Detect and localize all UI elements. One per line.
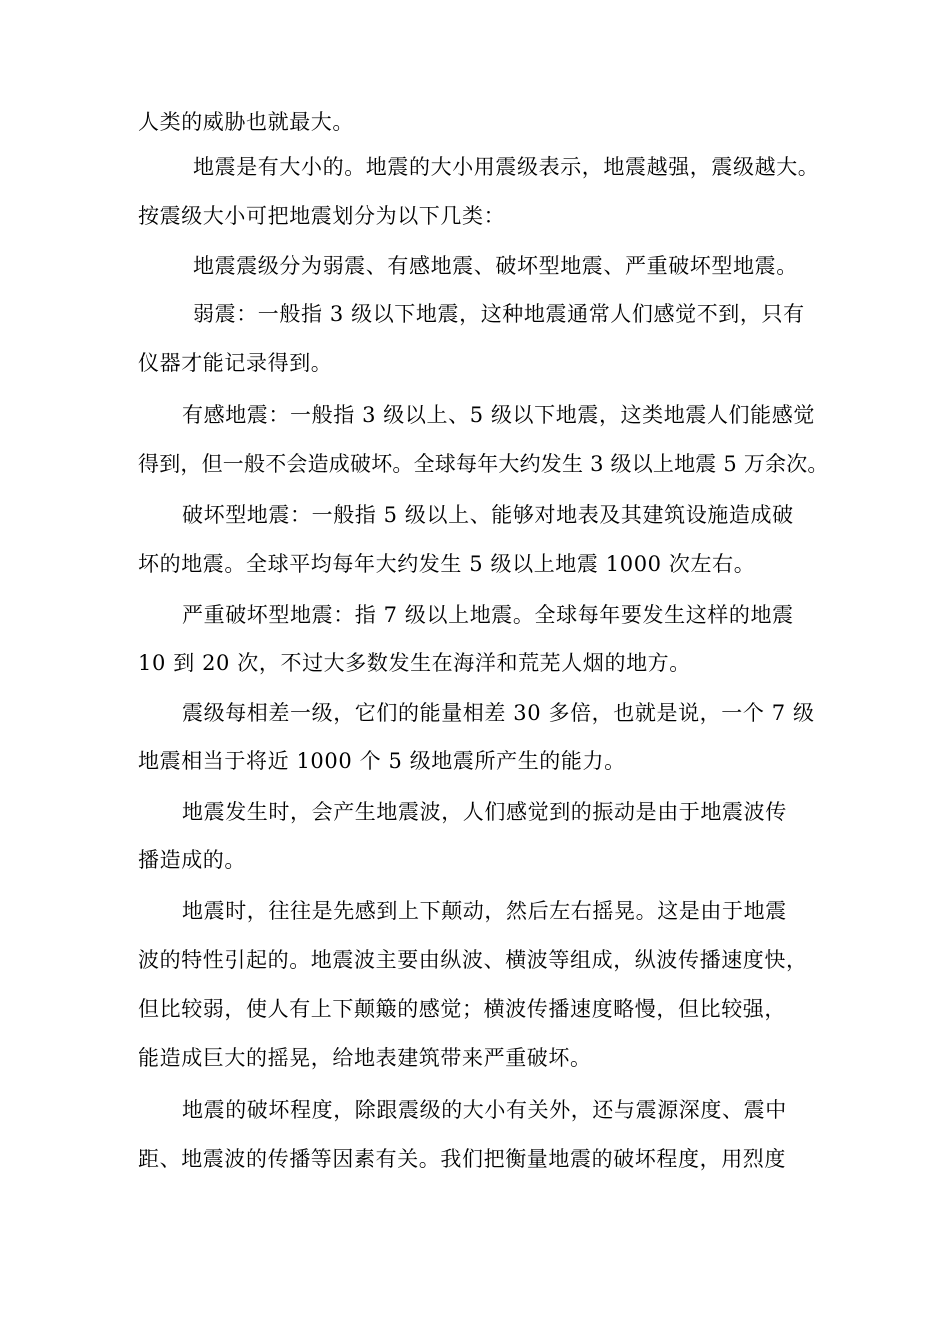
text-line: 地震的破坏程度，除跟震级的大小有关外，还与震源深度、震中 bbox=[182, 1098, 787, 1122]
text-line: 但比较弱，使人有上下颠簸的感觉；横波传播速度略慢，但比较强， bbox=[138, 997, 786, 1021]
text-line: 震级每相差一级，它们的能量相差 30 多倍，也就是说，一个 7 级 bbox=[182, 701, 815, 725]
text-line: 仪器才能记录得到。 bbox=[138, 351, 333, 375]
text-line: 坏的地震。全球平均每年大约发生 5 级以上地震 1000 次左右。 bbox=[138, 552, 756, 576]
text-line: 按震级大小可把地震划分为以下几类： bbox=[138, 204, 506, 228]
text-line: 播造成的。 bbox=[138, 848, 246, 872]
text-line: 10 到 20 次，不过大多数发生在海洋和荒芜人烟的地方。 bbox=[138, 651, 691, 675]
text-line: 地震震级分为弱震、有感地震、破坏型地震、严重破坏型地震。 bbox=[193, 254, 798, 278]
text-line: 有感地震：一般指 3 级以上、5 级以下地震，这类地震人们能感觉 bbox=[182, 403, 815, 427]
text-line: 能造成巨大的摇晃，给地表建筑带来严重破坏。 bbox=[138, 1046, 592, 1070]
text-line: 地震时，往往是先感到上下颠动，然后左右摇晃。这是由于地震 bbox=[182, 899, 787, 923]
text-line: 地震相当于将近 1000 个 5 级地震所产生的能力。 bbox=[138, 749, 626, 773]
text-line: 地震是有大小的。地震的大小用震级表示，地震越强，震级越大。 bbox=[193, 155, 820, 179]
text-line: 破坏型地震：一般指 5 级以上、能够对地表及其建筑设施造成破 bbox=[182, 503, 794, 527]
text-line: 得到，但一般不会造成破坏。全球每年大约发生 3 级以上地震 5 万余次。 bbox=[138, 452, 829, 476]
text-line: 波的特性引起的。地震波主要由纵波、横波等组成，纵波传播速度快， bbox=[138, 948, 808, 972]
text-line: 严重破坏型地震：指 7 级以上地震。全球每年要发生这样的地震 bbox=[182, 603, 794, 627]
text-line: 距、地震波的传播等因素有关。我们把衡量地震的破坏程度，用烈度 bbox=[138, 1147, 786, 1171]
text-line: 人类的威胁也就最大。 bbox=[138, 110, 354, 134]
text-line: 弱震：一般指 3 级以下地震，这种地震通常人们感觉不到，只有 bbox=[193, 302, 805, 326]
text-line: 地震发生时，会产生地震波，人们感觉到的振动是由于地震波传 bbox=[182, 800, 787, 824]
